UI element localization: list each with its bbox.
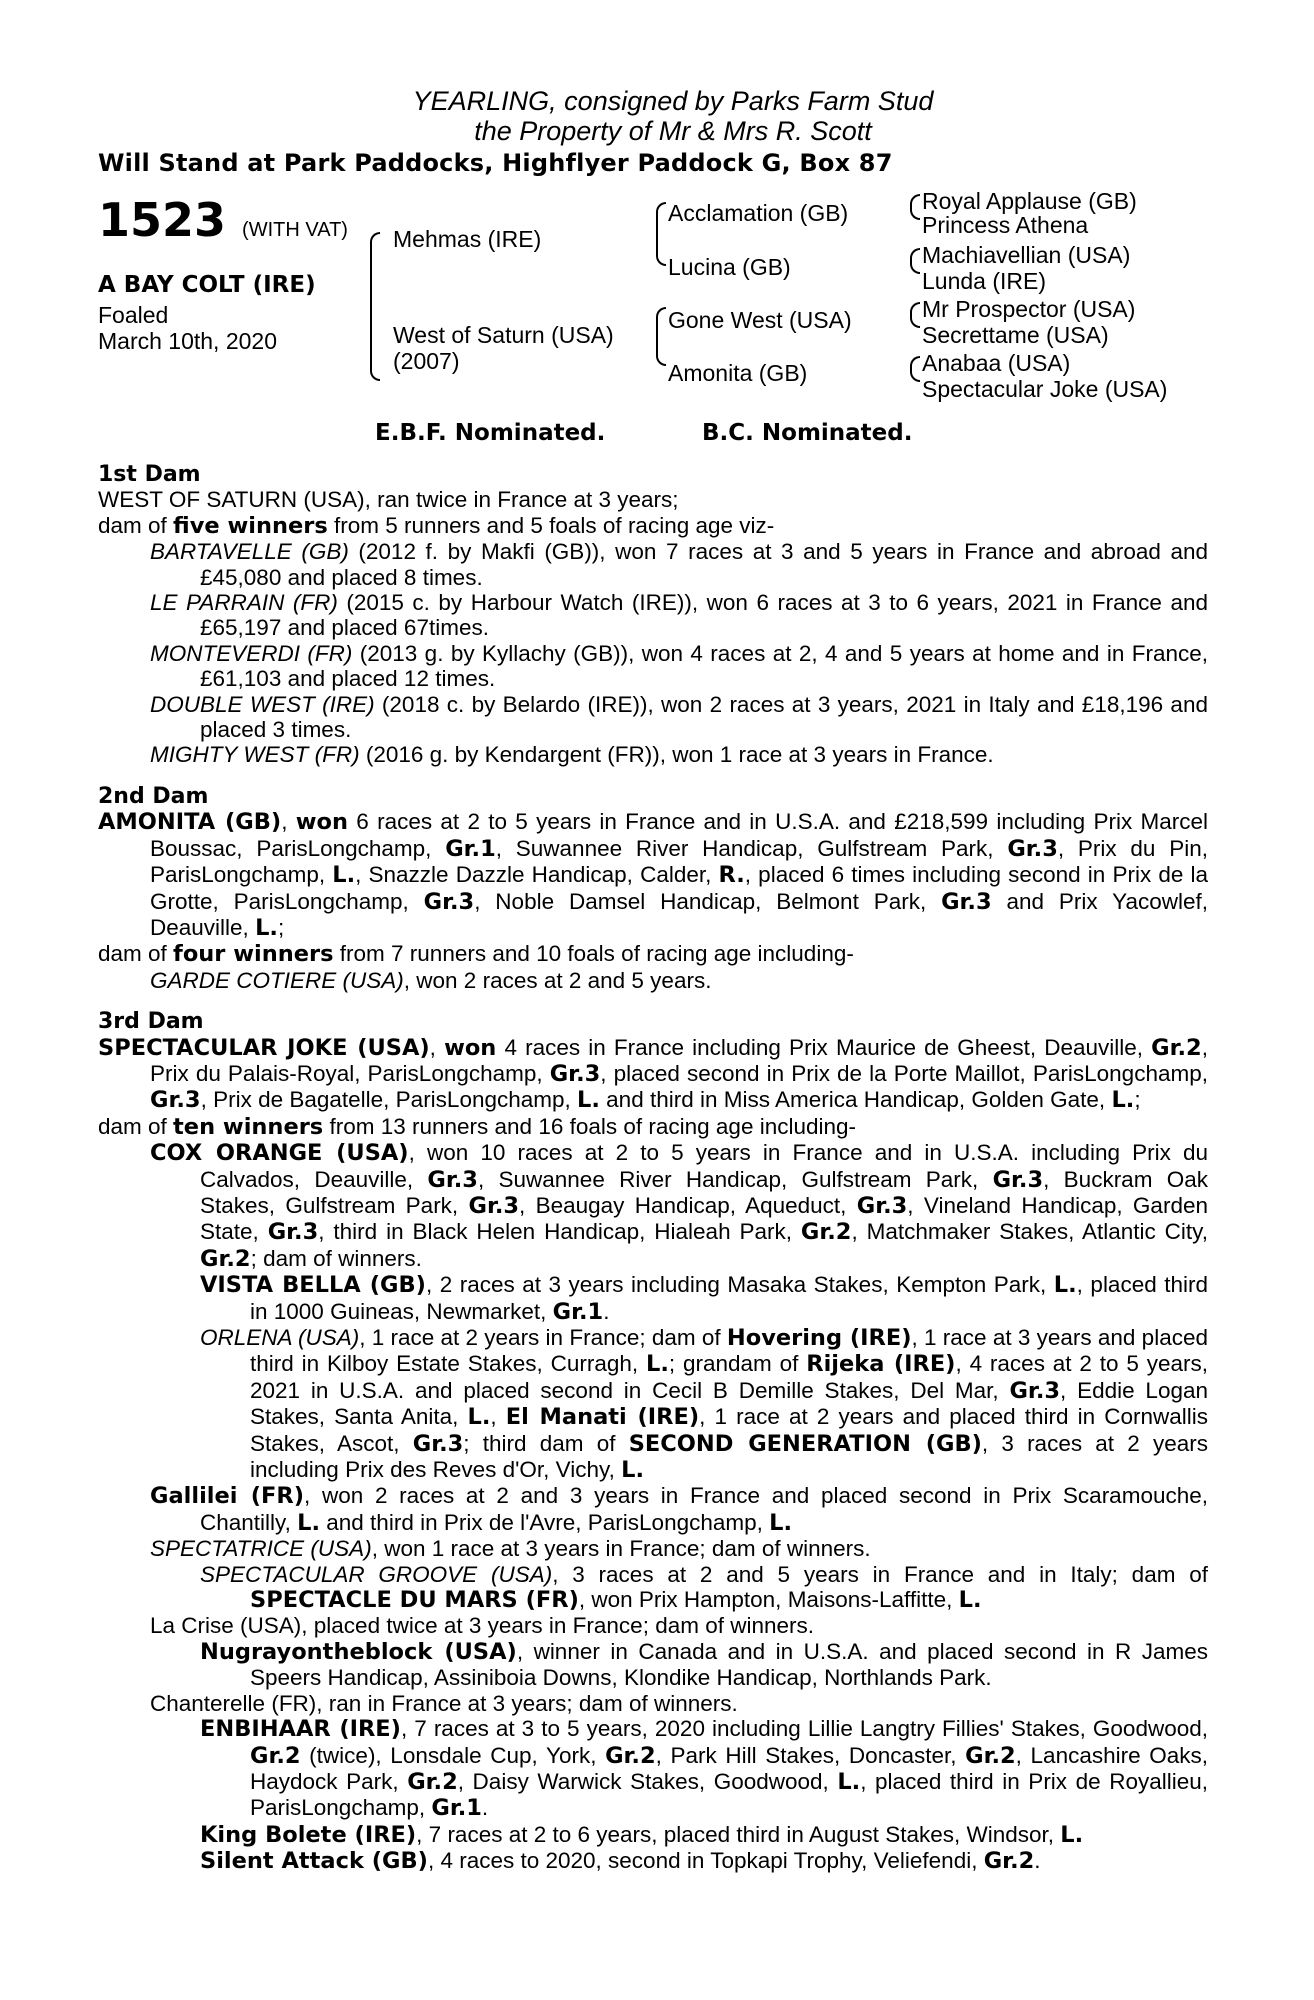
list-item: COX ORANGE (USA), won 10 races at 2 to 5 years in France and in U.S.A. including Prix du Calvados, Deauville, Gr.3, Suwannee River Handicap, Gulfstream Park, Gr.3, Buckram Oak Stakes, Gulfstream Park, Gr.3, Beaugay Handicap, Aqueduct, Gr.3, Vineland Handicap, Garden State, Gr.3, third in Black Helen Handicap, Hialeah Park, Gr.2, Matchmaker Stakes, Atlantic City, Gr.2; dam of winners. [150,1140,1209,1272]
third-dam-record: SPECTACULAR JOKE (USA), won 4 races in France including Prix Maurice de Gheest, Deauville, Gr.2, Prix du Palais-Royal, ParisLongchamp, Gr.3, placed second in Prix de la Porte Maillot, ParisLongchamp, Gr.3, Prix de Bagatelle, ParisLongchamp, L. and third in Miss America Handicap, Golden Gate, L.; [98,1034,1208,1114]
bracket-dam [656,307,666,366]
ebf-nomination: E.B.F. Nominated. [375,420,606,446]
lot-number: 1523 (WITH VAT) [98,193,348,247]
list-item: SPECTATRICE (USA), won 1 race at 3 years in France; dam of winners. [150,1536,871,1562]
stand-location: Will Stand at Park Paddocks, Highflyer Paddock G, Box 87 [98,149,893,177]
pedigree-block [98,188,1208,446]
list-item: King Bolete (IRE), 7 races at 2 to 6 years, placed third in August Stakes, Windsor, L. [200,1821,1084,1848]
dam-dam: Amonita (GB) [668,360,808,386]
list-item: Nugrayontheblock (USA), winner in Canada and in U.S.A. and placed second in R James Speers Handicap, Assiniboia Downs, Klondike Handicap, Northlands Park. [200,1638,1208,1691]
bracket-gs4 [910,356,920,382]
first-dam-produce: dam of five winners from 5 runners and 5 foals of racing age viz- [98,512,775,539]
second-dam-record: AMONITA (GB), won 6 races at 2 to 5 years in France and in U.S.A. and £218,599 including Prix Marcel Boussac, ParisLongchamp, Gr.1, Suwannee River Handicap, Gulfstream Park, Gr.3, Prix du Pin, ParisLongchamp, L., Snazzle Dazzle Handicap, Calder, R., placed 6 times including second in Prix de la Grotte, ParisLongchamp, Gr.3, Noble Damsel Handicap, Belmont Park, Gr.3 and Prix Yacowlef, Deauville, L.; [98,809,1209,941]
gs-dsd: Secrettame (USA) [922,322,1109,348]
bracket-main [370,232,380,381]
list-item: Gallilei (FR), won 2 races at 2 and 3 years in France and placed second in Prix Scaramouche, Chantilly, L. and third in Prix de l'Avre, ParisLongchamp, L. [150,1483,1208,1536]
sire-sire: Acclamation (GB) [668,200,849,226]
owner-line: the Property of Mr & Mrs R. Scott [474,116,872,146]
bc-nomination: B.C. Nominated. [702,420,913,446]
list-item: GARDE COTIERE (USA), won 2 races at 2 and 5 years. [150,967,712,993]
dam-sire: Gone West (USA) [668,307,852,333]
bracket-sire [656,202,666,266]
catalogue-page [98,86,1208,1875]
consignor-line: YEARLING, consigned by Parks Farm Stud [412,86,934,116]
bracket-gs1 [910,194,920,220]
second-dam-heading: 2nd Dam [98,783,209,809]
list-item: BARTAVELLE (GB) (2012 f. by Makfi (GB)), won 7 races at 3 and 5 years in France and abroad and £45,080 and placed 8 times. [150,539,1208,590]
third-dam-produce: dam of ten winners from 13 runners and 16 foals of racing age including- [98,1113,857,1140]
dam: West of Saturn (USA) [393,322,614,348]
list-item: LE PARRAIN (FR) (2015 c. by Harbour Watch (IRE)), won 6 races at 3 to 6 years, 2021 in France and £65,197 and placed 67times. [150,590,1208,641]
third-dam-heading: 3rd Dam [98,1009,204,1035]
bracket-gs2 [910,248,920,274]
list-item: MONTEVERDI (FR) (2013 g. by Kyllachy (GB)), won 4 races at 2, 4 and 5 years at home and in France, £61,103 and placed 12 times. [150,640,1208,692]
pedigree-notes [98,462,1208,1875]
list-item: Chanterelle (FR), ran in France at 3 years; dam of winners. [150,1690,738,1716]
sire: Mehmas (IRE) [393,226,542,252]
list-item: ORLENA (USA), 1 race at 2 years in France; dam of Hovering (IRE), 1 race at 3 years and placed third in Kilboy Estate Stakes, Curragh, L.; grandam of Rijeka (IRE), 4 races at 2 to 5 years, 2021 in U.S.A. and placed second in Cecil B Demille Stakes, Del Mar, Gr.3, Eddie Logan Stakes, Santa Anita, L., El Manati (IRE), 1 race at 2 years and placed third in Cornwallis Stakes, Ascot, Gr.3; third dam of SECOND GENERATION (GB), 3 races at 2 years including Prix des Reves d'Or, Vichy, L. [200,1325,1209,1484]
dam-year: (2007) [393,348,460,374]
gs-ddd: Spectacular Joke (USA) [922,376,1168,402]
vat-note: (WITH VAT) [242,219,348,241]
list-item: La Crise (USA), placed twice at 3 years in France; dam of winners. [150,1613,815,1639]
list-item: DOUBLE WEST (IRE) (2018 c. by Belardo (IRE)), won 2 races at 3 years, 2021 in Italy and £18,196 and placed 3 times. [150,691,1208,743]
gs-sdd: Lunda (IRE) [922,268,1047,294]
second-dam-produce: dam of four winners from 7 runners and 10 foals of racing age including- [98,941,854,968]
first-dam-heading: 1st Dam [98,462,201,487]
list-item: MIGHTY WEST (FR) (2016 g. by Kendargent (FR)), won 1 race at 3 years in France. [150,742,994,768]
bracket-gs3 [910,302,920,328]
gs-sds: Machiavellian (USA) [922,242,1131,268]
list-item: SPECTACULAR GROOVE (USA), 3 races at 2 and 5 years in France and in Italy; dam of SPECTACLE DU MARS (FR), won Prix Hampton, Maisons-Laffitte, L. [200,1561,1209,1614]
first-dam-line: WEST OF SATURN (USA), ran twice in France at 3 years; [98,487,679,513]
list-item: ENBIHAAR (IRE), 7 races at 3 to 5 years, 2020 including Lillie Langtry Fillies' Stakes, Goodwood, Gr.2 (twice), Lonsdale Cup, York, Gr.2, Park Hill Stakes, Doncaster, Gr.2, Lancashire Oaks, Haydock Park, Gr.2, Daisy Warwick Stakes, Goodwood, L., placed third in Prix de Royallieu, ParisLongchamp, Gr.1. [200,1716,1209,1822]
list-item: Silent Attack (GB), 4 races to 2020, second in Topkapi Trophy, Veliefendi, Gr.2. [200,1848,1041,1875]
gs-ssd: Princess Athena [922,212,1089,238]
gs-sss: Royal Applause (GB) [922,188,1137,214]
list-item: VISTA BELLA (GB), 2 races at 3 years including Masaka Stakes, Kempton Park, L., placed third in 1000 Guineas, Newmarket, Gr.1. [200,1272,1208,1325]
gs-dss: Mr Prospector (USA) [922,296,1136,322]
foaled-info: Foaled March 10th, 2020 [98,302,278,354]
sire-dam: Lucina (GB) [668,254,791,280]
lot-title: A BAY COLT (IRE) [98,272,316,298]
gs-dds: Anabaa (USA) [922,350,1071,376]
